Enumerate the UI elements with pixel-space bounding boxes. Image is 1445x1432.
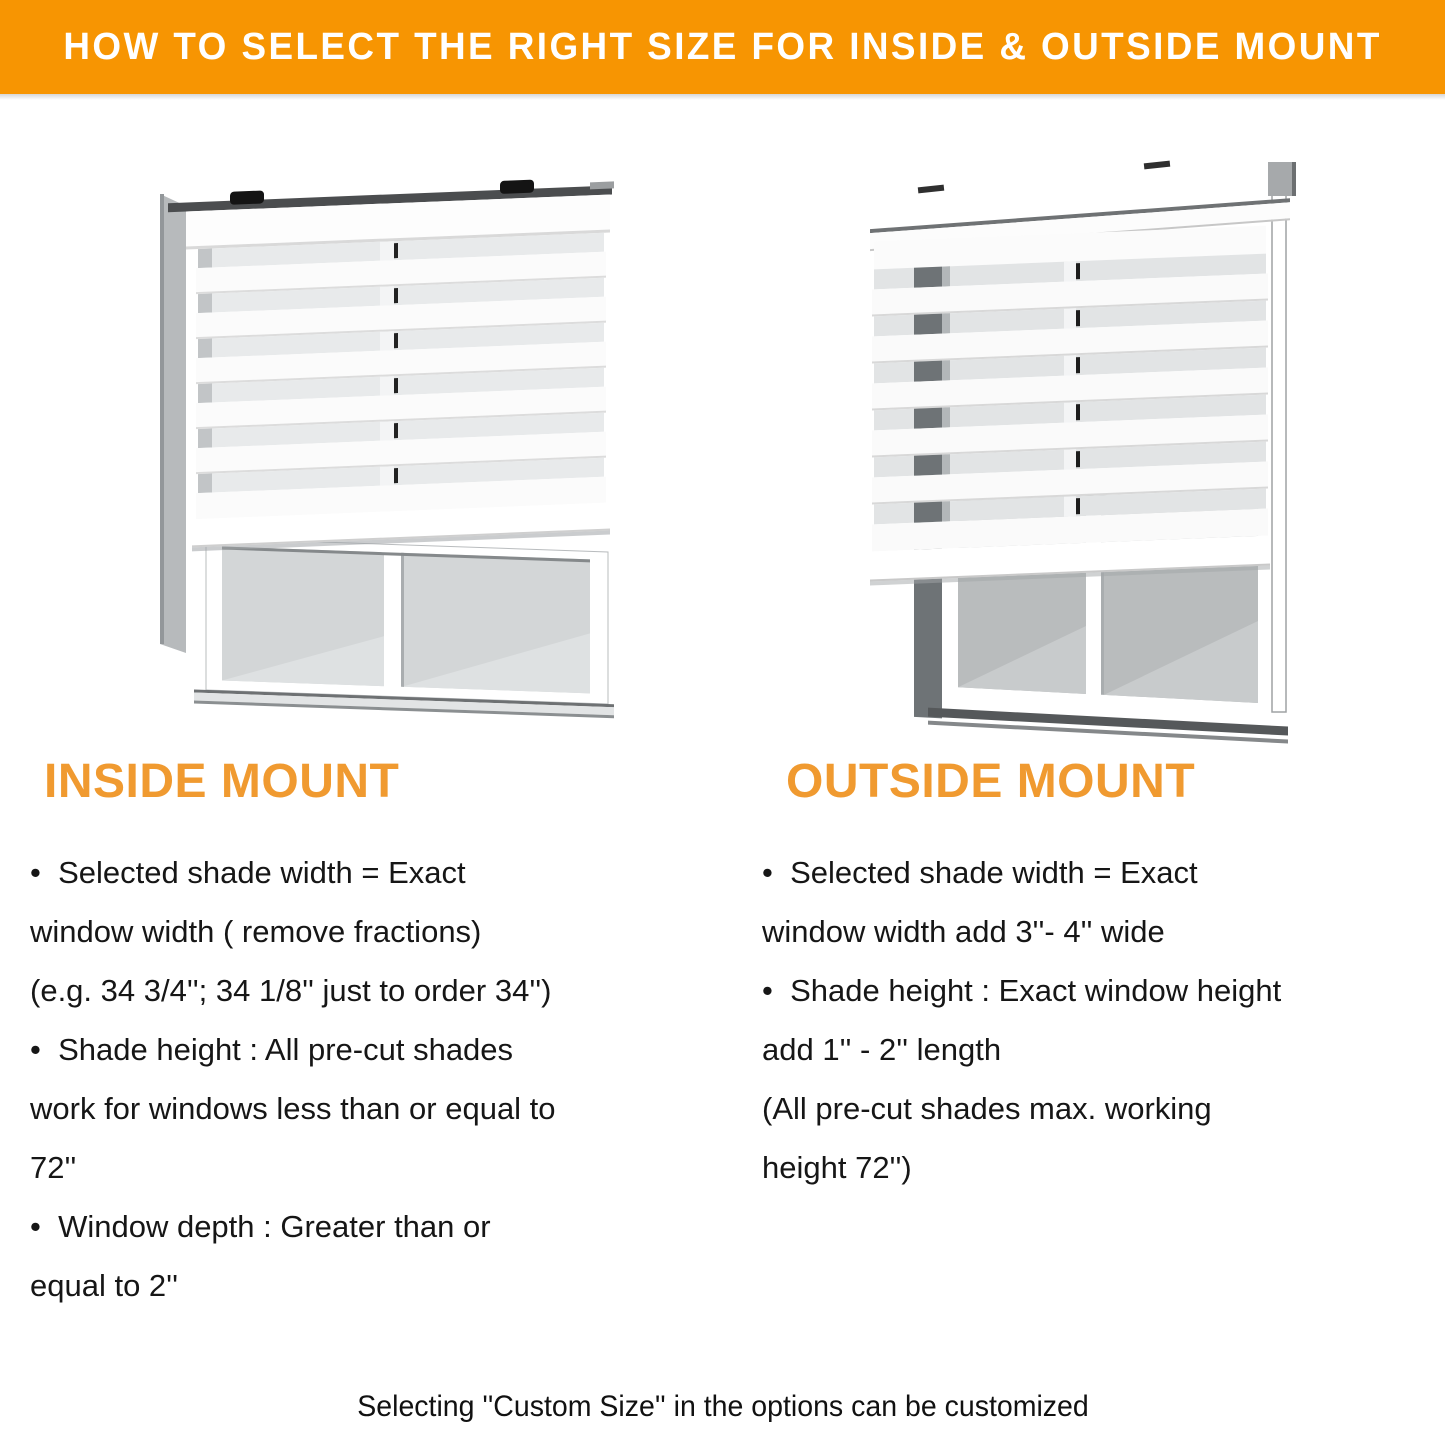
custom-size-note: [0, 1390, 1445, 1424]
instruction-line: • Shade height : Exact window height: [762, 973, 1282, 1008]
instruction-line: height 72''): [762, 1150, 912, 1185]
custom-size-note-text: Selecting ''Custom Size'' in the options can be customized: [356, 1390, 1089, 1423]
instruction-line: • Selected shade width = Exact: [762, 855, 1198, 890]
outside-mount-heading: OUTSIDE MOUNT: [786, 755, 1196, 808]
inside-window-lower: [194, 538, 614, 719]
instruction-line: add 1'' - 2'' length: [762, 1032, 1002, 1067]
inside-mount-blind-illustration: [150, 148, 620, 723]
inside-window-left-jamb: [160, 194, 186, 653]
instruction-line: (e.g. 34 3/4''; 34 1/8'' just to order 34''): [30, 973, 552, 1008]
inside-mount-instructions: [30, 843, 720, 1315]
banner-shadow: [0, 94, 1445, 100]
outside-mount-instructions: [762, 843, 1445, 1197]
instruction-line: equal to 2'': [30, 1268, 179, 1303]
instruction-line: window width add 3''- 4'' wide: [762, 914, 1165, 949]
instruction-line: window width ( remove fractions): [30, 914, 482, 949]
instruction-line: work for windows less than or equal to: [30, 1091, 556, 1126]
instruction-line: 72'': [30, 1150, 77, 1185]
outside-mount-blind-illustration: [858, 142, 1308, 752]
instruction-line: • Shade height : All pre-cut shades: [30, 1032, 514, 1067]
inside-zebra-blind: [168, 176, 614, 552]
outside-zebra-blind: [870, 225, 1270, 585]
outside-right-rail: [1272, 188, 1286, 712]
instruction-line: • Window depth : Greater than or: [30, 1209, 491, 1244]
banner-title: HOW TO SELECT THE RIGHT SIZE FOR INSIDE & OUTSIDE MOUNT: [63, 25, 1382, 68]
instruction-line: • Selected shade width = Exact: [30, 855, 466, 890]
instruction-line: (All pre-cut shades max. working: [762, 1091, 1212, 1126]
inside-mount-heading: INSIDE MOUNT: [44, 755, 400, 808]
banner: [0, 0, 1445, 94]
